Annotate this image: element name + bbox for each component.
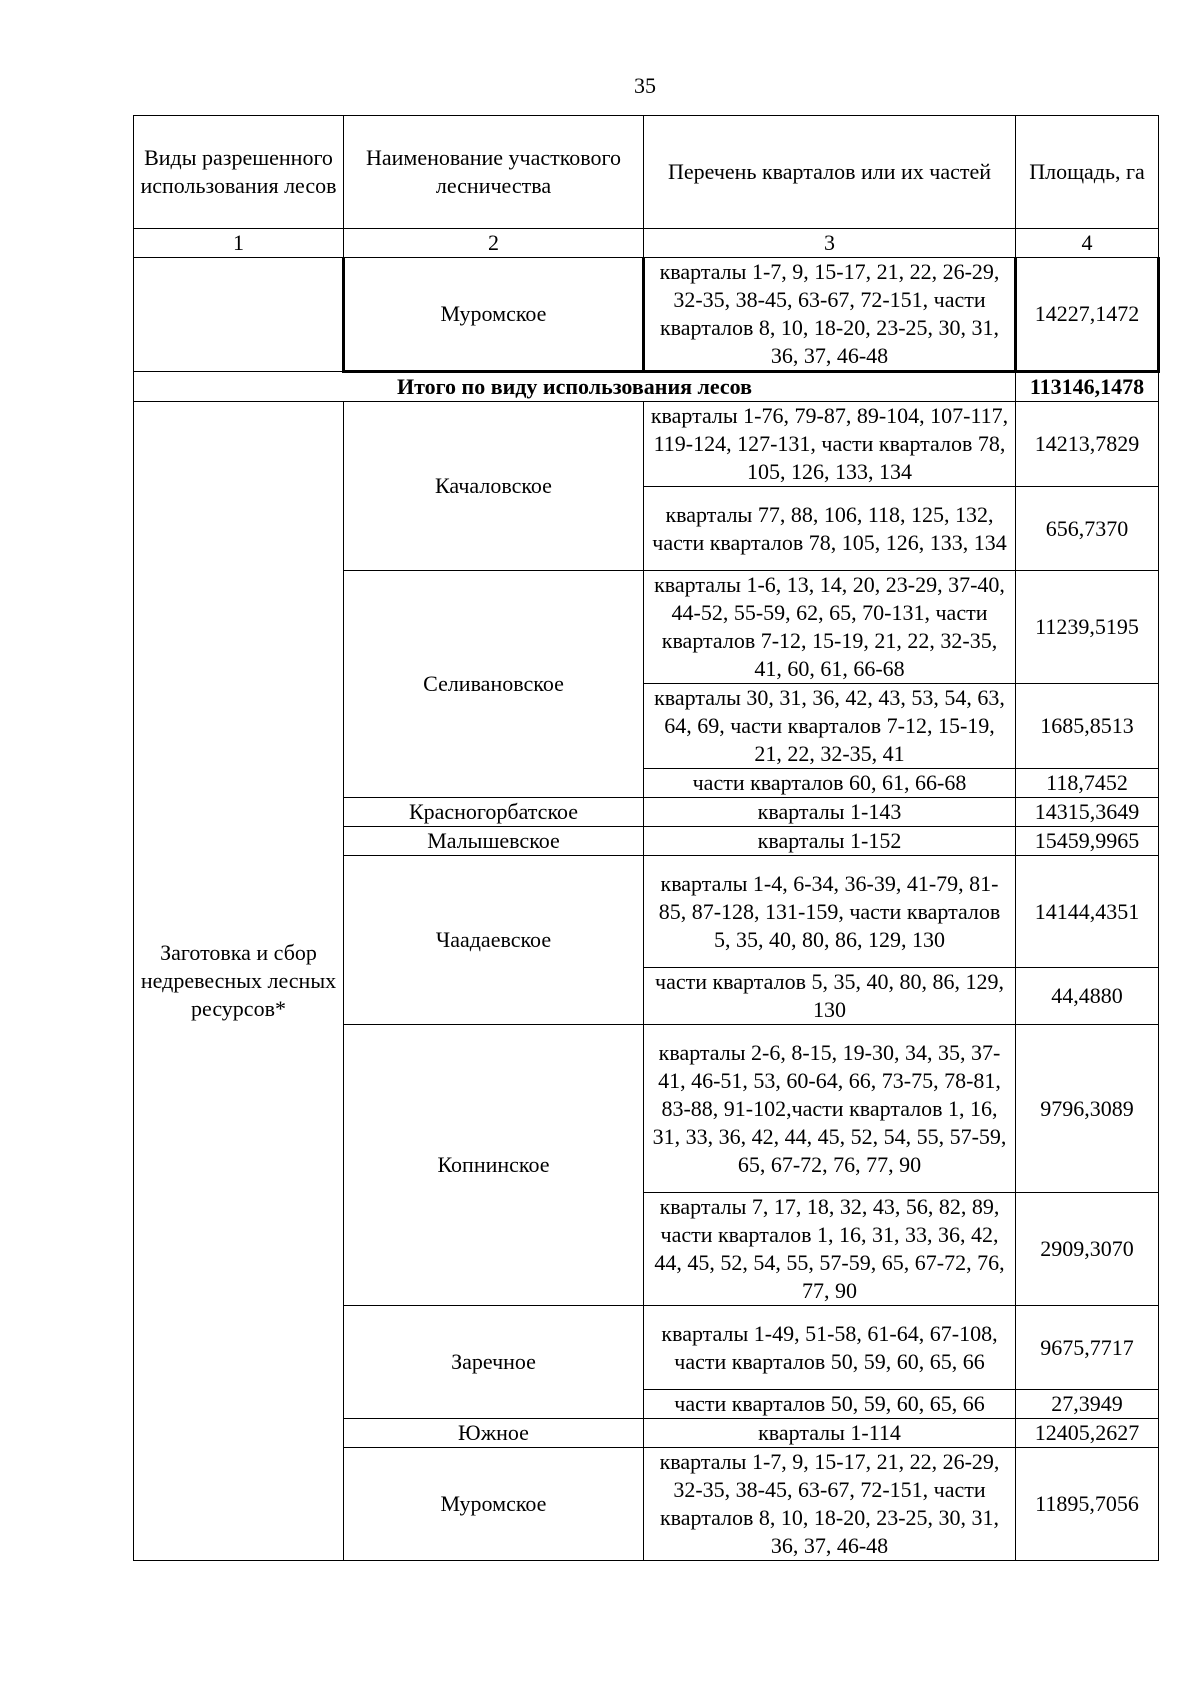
quarters-cell: кварталы 77, 88, 106, 118, 125, 132, части кварталов 78, 105, 126, 133, 134 [644, 487, 1016, 571]
area-cell: 11895,7056 [1016, 1448, 1159, 1561]
header-quarters: Перечень кварталов или их частей [644, 116, 1016, 229]
area-cell: 9675,7717 [1016, 1306, 1159, 1390]
quarters-cell: кварталы 1-6, 13, 14, 20, 23-29, 37-40, 44-52, 55-59, 62, 65, 70-131, части кварталов 7-12, 15-19, 21, 22, 32-35, 41, 60, 61, 66-68 [644, 571, 1016, 684]
quarters-cell: кварталы 1-114 [644, 1419, 1016, 1448]
forestry-cell: Заречное [344, 1306, 644, 1419]
forestry-cell: Муромское [344, 258, 644, 372]
column-number-1: 1 [134, 229, 344, 258]
table-row [134, 402, 1159, 487]
forest-use-table [133, 115, 1160, 1561]
area-cell: 11239,5195 [1016, 571, 1159, 684]
area-cell: 14227,1472 [1016, 258, 1159, 372]
quarters-cell: кварталы 1-76, 79-87, 89-104, 107-117, 119-124, 127-131, части кварталов 78, 105, 126, 133, 134 [644, 402, 1016, 487]
quarters-cell: кварталы 1-7, 9, 15-17, 21, 22, 26-29, 32-35, 38-45, 63-67, 72-151, части кварталов 8, 10, 18-20, 23-25, 30, 31, 36, 37, 46-48 [644, 1448, 1016, 1561]
forestry-cell: Южное [344, 1419, 644, 1448]
area-cell: 2909,3070 [1016, 1193, 1159, 1306]
quarters-cell: кварталы 1-152 [644, 827, 1016, 856]
forestry-cell: Красногорбатское [344, 798, 644, 827]
quarters-cell: кварталы 1-49, 51-58, 61-64, 67-108, части кварталов 50, 59, 60, 65, 66 [644, 1306, 1016, 1390]
header-area: Площадь, га [1016, 116, 1159, 229]
use-type-cell-empty [134, 258, 344, 372]
area-cell: 14213,7829 [1016, 402, 1159, 487]
column-number-3: 3 [644, 229, 1016, 258]
header-row [134, 116, 1159, 229]
column-number-4: 4 [1016, 229, 1159, 258]
area-cell: 44,4880 [1016, 968, 1159, 1025]
column-number-2: 2 [344, 229, 644, 258]
quarters-cell: части кварталов 5, 35, 40, 80, 86, 129, 130 [644, 968, 1016, 1025]
column-number-row [134, 229, 1159, 258]
use-type-cell: Заготовка и сбор недревесных лесных ресурсов* [134, 402, 344, 1561]
page-number: 35 [634, 73, 656, 98]
header-use-type: Виды разрешенного использования лесов [134, 116, 344, 229]
area-cell: 15459,9965 [1016, 827, 1159, 856]
area-cell: 27,3949 [1016, 1390, 1159, 1419]
quarters-cell: кварталы 7, 17, 18, 32, 43, 56, 82, 89, части кварталов 1, 16, 31, 33, 36, 42, 44, 45, 52, 54, 55, 57-59, 65, 67-72, 76, 77, 90 [644, 1193, 1016, 1306]
total-value: 113146,1478 [1016, 372, 1159, 402]
total-label: Итого по виду использования лесов [134, 372, 1016, 402]
forestry-cell: Муромское [344, 1448, 644, 1561]
area-cell: 1685,8513 [1016, 684, 1159, 769]
area-cell: 12405,2627 [1016, 1419, 1159, 1448]
quarters-cell: кварталы 1-4, 6-34, 36-39, 41-79, 81-85, 87-128, 131-159, части кварталов 5, 35, 40, 80, 86, 129, 130 [644, 856, 1016, 968]
area-cell: 118,7452 [1016, 769, 1159, 798]
table-row [134, 258, 1159, 372]
quarters-cell: кварталы 1-143 [644, 798, 1016, 827]
forestry-cell: Чаадаевское [344, 856, 644, 1025]
forestry-cell: Копнинское [344, 1025, 644, 1306]
area-cell: 9796,3089 [1016, 1025, 1159, 1193]
quarters-cell: кварталы 2-6, 8-15, 19-30, 34, 35, 37-41, 46-51, 53, 60-64, 66, 73-75, 78-81, 83-88, 91-102,части кварталов 1, 16, 31, 33, 36, 42, 44, 45, 52, 54, 55, 57-59, 65, 67-72, 76, 77, 90 [644, 1025, 1016, 1193]
area-cell: 14144,4351 [1016, 856, 1159, 968]
area-cell: 656,7370 [1016, 487, 1159, 571]
quarters-cell: кварталы 1-7, 9, 15-17, 21, 22, 26-29, 32-35, 38-45, 63-67, 72-151, части кварталов 8, 10, 18-20, 23-25, 30, 31, 36, 37, 46-48 [644, 258, 1016, 372]
forestry-cell: Малышевское [344, 827, 644, 856]
header-forestry: Наименование участкового лесничества [344, 116, 644, 229]
forestry-cell: Качаловское [344, 402, 644, 571]
quarters-cell: части кварталов 50, 59, 60, 65, 66 [644, 1390, 1016, 1419]
quarters-cell: части кварталов 60, 61, 66-68 [644, 769, 1016, 798]
forestry-cell: Селивановское [344, 571, 644, 798]
total-row [134, 372, 1159, 402]
area-cell: 14315,3649 [1016, 798, 1159, 827]
quarters-cell: кварталы 30, 31, 36, 42, 43, 53, 54, 63, 64, 69, части кварталов 7-12, 15-19, 21, 22, 32-35, 41 [644, 684, 1016, 769]
